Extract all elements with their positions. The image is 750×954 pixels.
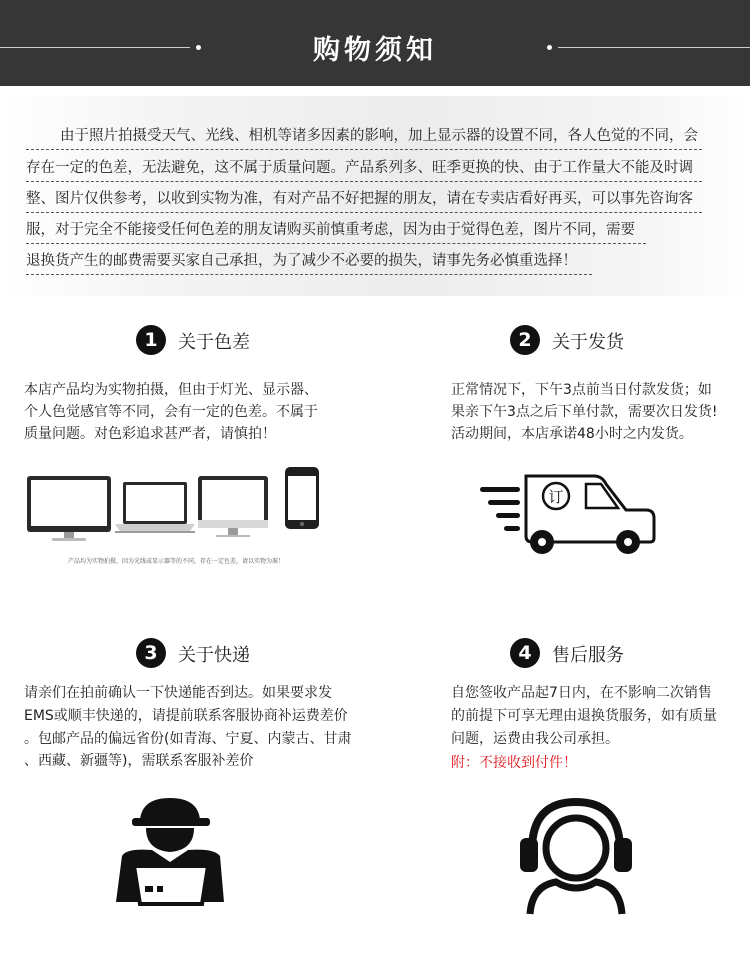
notice-divider [26,149,702,150]
section-shipping-text: 正常情况下，下午3点前当日付款发货；如 [451,382,712,398]
section-title: 关于发货 [552,332,624,353]
section-title: 关于色差 [178,332,250,353]
section-shipping-text: 活动期间，本店承诺48小时之内发货。 [451,426,693,442]
notice-line-2: 存在一定的色差，无法避免，这不属于质量问题。产品系列多、旺季更换的快、由于工作量大不能及时调 [26,160,693,176]
notice-line-1: 由于照片拍摄受天气、光线、相机等诸多因素的影响，加上显示器的设置不同，各人色觉的不同，会 [60,128,698,144]
section-aftersales-text: 的前提下可享无理由退换货服务，如有质量 [451,708,717,724]
delivery-truck-icon [476,472,658,558]
notice-line-5: 退换货产生的邮费需要买家自己承担，为了减少不必要的损失，请事先务必慎重选择！ [26,253,577,269]
section-title: 售后服务 [552,645,624,666]
devices-illustration [22,462,322,554]
order-badge-label: 订 [548,488,564,506]
section-aftersales-text: 自您签收产品起7日内，在不影响二次销售 [451,685,712,701]
section-express-text: EMS或顺丰快递的，请提前联系客服协商补运费差价 [24,708,348,724]
number-badge: 1 [136,325,166,355]
header-right-dot [547,45,552,50]
number-badge: 3 [136,638,166,668]
notice-line-4: 服，对于完全不能接受任何色差的朋友请购买前慎重考虑，因为由于觉得色差，图片不同，需要 [26,222,635,238]
page-title: 购物须知 [313,35,437,66]
section-shipping-text: 果亲下午3点之后下单付款，需要次日发货! [451,404,718,420]
computer-monitor-icon [27,476,111,541]
smartphone-icon [285,467,319,529]
no-cod-note: 附：不接收到付件！ [451,755,577,771]
courier-icon [112,792,230,914]
notice-divider [26,181,702,182]
section-color-text: 质量问题。对色彩追求甚严者，请慎拍！ [24,426,276,442]
section-aftersales-text: 问题，运费由我公司承担。 [451,731,619,747]
section-express-text: 、西藏、新疆等)，需联系客服补差价 [24,753,254,769]
section-color-text: 个人色觉感官等不同，会有一定的色差。不属于 [24,404,318,420]
customer-service-headset-icon [514,790,638,918]
section-express-text: 请亲们在拍前确认一下快递能否到达。如果要求发 [24,685,332,701]
notice-divider [26,274,592,275]
number-badge: 2 [510,325,540,355]
section-express-text: 。包邮产品的偏远省份(如青海、宁夏、内蒙古、甘肃 [24,731,352,747]
notice-line-3: 整、图片仅供参考，以收到实物为准，有对产品不好把握的朋友，请在专卖店看好再买，可以事先咨询客 [26,191,693,207]
header-right-rule [558,47,750,48]
number-badge: 4 [510,638,540,668]
notice-divider [26,243,646,244]
section-color-text: 本店产品均为实物拍摄，但由于灯光、显示器、 [24,382,318,398]
devices-caption: 产品均为实物拍摄，因为光线或显示器等的不同，存在一定色差，请以实物为准！ [68,558,285,565]
laptop-icon [115,482,195,533]
imac-icon [198,476,268,537]
notice-divider [26,212,702,213]
section-title: 关于快递 [178,645,250,666]
page-header [0,0,750,86]
